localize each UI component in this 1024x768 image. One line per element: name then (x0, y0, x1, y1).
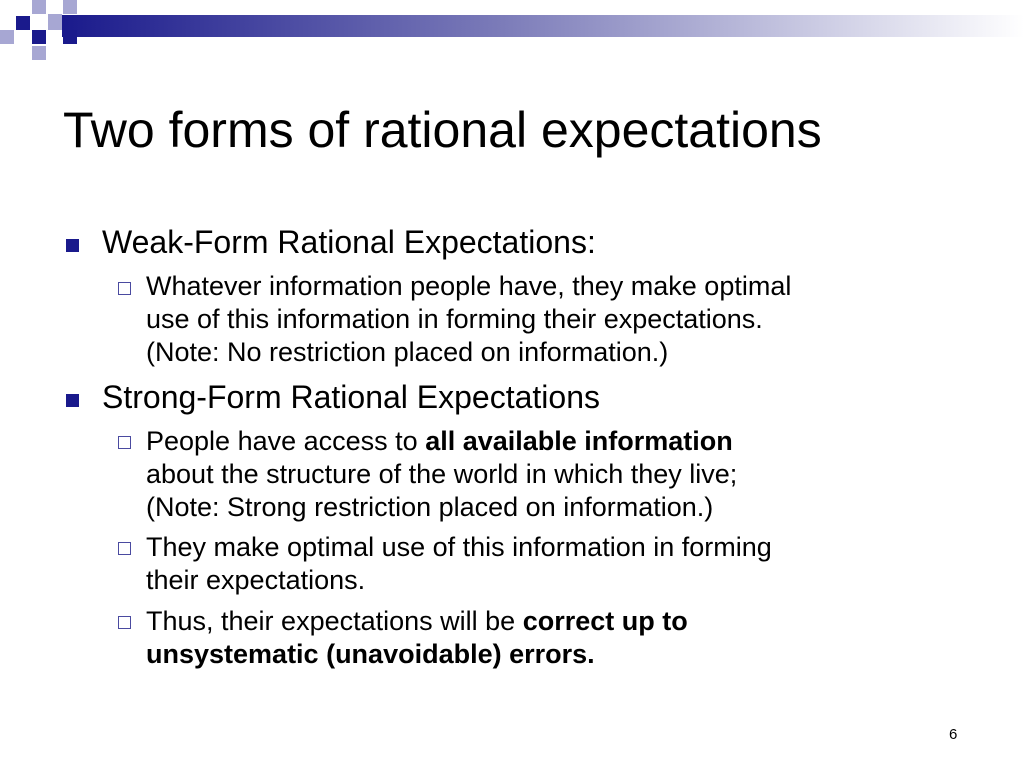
deco-square (63, 0, 77, 14)
text-run: Thus, their expectations will be (146, 606, 523, 636)
deco-square (32, 30, 46, 44)
bullet-square-icon (66, 239, 79, 252)
bullet-square-icon (66, 394, 79, 407)
text-line: (Note: Strong restriction placed on information.) (146, 492, 714, 522)
checkbox-bullet-icon (118, 436, 131, 449)
text-line: their expectations. (146, 565, 366, 595)
text-line: about the structure of the world in which they live; (146, 459, 738, 489)
sub-bullet-strong-form-optimal-use (146, 531, 772, 597)
header-bar (62, 15, 1024, 37)
page-number: 6 (949, 726, 958, 743)
emphasis-all-available-information: all available information (425, 426, 733, 456)
text-line: (Note: No restriction placed on information.) (146, 337, 669, 367)
header-decoration (0, 0, 1024, 64)
deco-square (0, 0, 14, 14)
deco-square (63, 30, 77, 44)
emphasis-correct-up-to: correct up to (522, 606, 688, 636)
text-line (146, 425, 737, 458)
text-line (146, 605, 688, 638)
bullet-strong-form: Strong-Form Rational Expectations (102, 379, 600, 415)
sub-bullet-strong-form-conclusion (146, 605, 688, 671)
text-line: use of this information in forming their expectations. (146, 304, 763, 334)
deco-square (32, 46, 46, 60)
sub-bullet-weak-form-description (146, 270, 791, 369)
text-run: People have access to (146, 426, 426, 456)
text-line: Whatever information people have, they make optimal (146, 271, 792, 301)
deco-square (32, 0, 46, 14)
text-line: They make optimal use of this information in forming (146, 532, 772, 562)
slide-title: Two forms of rational expectations (63, 102, 822, 158)
deco-square (16, 16, 30, 30)
checkbox-bullet-icon (118, 616, 131, 629)
bullet-weak-form: Weak-Form Rational Expectations: (102, 224, 596, 260)
deco-square (0, 30, 14, 44)
checkbox-bullet-icon (118, 542, 131, 555)
emphasis-unsystematic-errors: unsystematic (unavoidable) errors. (146, 639, 595, 669)
sub-bullet-strong-form-access (146, 425, 737, 524)
deco-square (48, 14, 62, 30)
checkbox-bullet-icon (118, 282, 131, 295)
